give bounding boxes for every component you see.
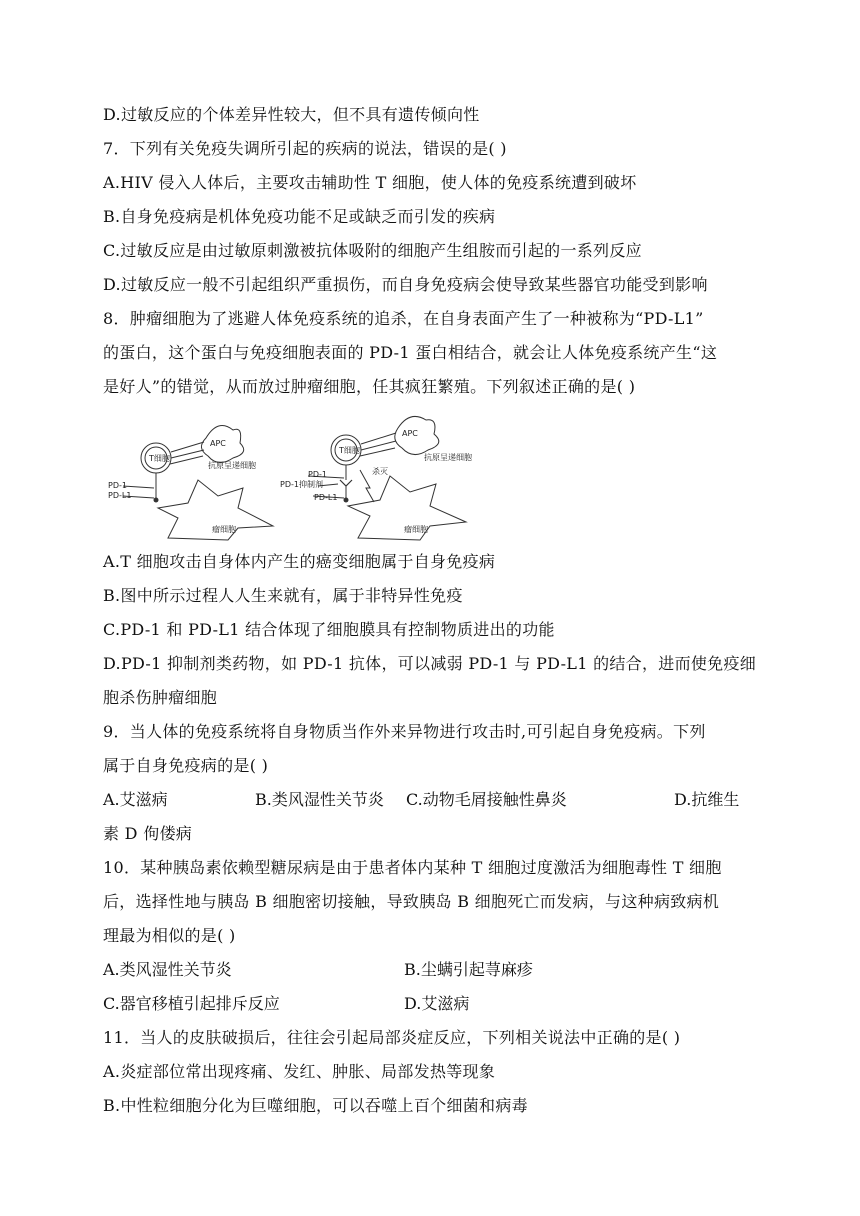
q9-option-a: A.艾滋病 — [103, 790, 168, 809]
apc-caption-right: 抗原呈递细胞 — [424, 453, 472, 462]
q9-option-b: B.类风湿性关节炎 — [255, 790, 384, 809]
q10-option-a: A.类风湿性关节炎 — [103, 960, 232, 979]
apc-caption-left: 抗原呈递细胞 — [208, 461, 256, 470]
apc-label-right: APC — [402, 429, 418, 438]
tumor-label-left: 瘤细胞 — [212, 525, 236, 534]
q8-option-c: C.PD-1 和 PD-L1 结合体现了细胞膜具有控制物质进出的功能 — [103, 620, 555, 639]
t-cell-label-left: T细胞 — [149, 454, 170, 463]
q9-stem-line2: 属于自身免疫病的是( ) — [103, 756, 269, 775]
q7-option-d: D.过敏反应一般不引起组织严重损伤，而自身免疫病会使导致某些器官功能受到影响 — [103, 275, 708, 294]
q9-option-c: C.动物毛屑接触性鼻炎 — [406, 790, 567, 809]
q7-option-c: C.过敏反应是由过敏原刺激被抗体吸附的细胞产生组胺而引起的一系列反应 — [103, 241, 642, 260]
q6-option-d: D.过敏反应的个体差异性较大，但不具有遗传倾向性 — [103, 105, 480, 124]
q8-stem-line2: 的蛋白，这个蛋白与免疫细胞表面的 PD-1 蛋白相结合，就会让人体免疫系统产生“这 — [103, 343, 718, 362]
pd1-label-right: PD-1 — [308, 470, 327, 479]
q10-option-d: D.艾滋病 — [404, 994, 470, 1013]
q11-stem: 11．当人的皮肤破损后，往往会引起局部炎症反应，下列相关说法中正确的是( ) — [103, 1028, 681, 1047]
q11-option-b: B.中性粒细胞分化为巨噬细胞，可以吞噬上百个细菌和病毒 — [103, 1096, 528, 1115]
q7-stem: 7．下列有关免疫失调所引起的疾病的说法，错误的是( ) — [103, 139, 507, 158]
q10-stem-line2: 后，选择性地与胰岛 B 细胞密切接触，导致胰岛 B 细胞死亡而发病，与这种病致病机 — [103, 892, 720, 911]
q8-option-d-line1: D.PD-1 抑制剂类药物，如 PD-1 抗体，可以减弱 PD-1 与 PD-L1 的结合，进而使免疫细 — [103, 654, 757, 673]
tumor-label-right: 瘤细胞 — [404, 525, 428, 534]
q9-stem-line1: 9．当人体的免疫系统将自身物质当作外来异物进行攻击时,可引起自身免疫病。下列 — [103, 722, 706, 741]
figure-left-panel — [123, 426, 273, 541]
kill-label-right: 杀灭 — [372, 467, 388, 476]
q8-stem-line1: 8．肿瘤细胞为了逃避人体免疫系统的追杀，在自身表面产生了一种被称为“PD-L1” — [103, 309, 704, 328]
q8-option-a: A.T 细胞攻击自身体内产生的癌变细胞属于自身免疫病 — [103, 552, 496, 571]
q8-option-d-line2: 胞杀伤肿瘤细胞 — [103, 688, 218, 707]
pdl1-label-right: PD-L1 — [314, 493, 338, 502]
q10-option-c: C.器官移植引起排斥反应 — [103, 994, 280, 1013]
pd1-label-left: PD-1 — [108, 481, 127, 490]
q10-stem-line3: 理最为相似的是( ) — [103, 926, 236, 945]
apc-label-left: APC — [210, 439, 226, 448]
inhibitor-label-right: PD-1抑制剂 — [280, 480, 323, 489]
q9-option-d-continued: 素 D 佝偻病 — [103, 824, 193, 843]
figure-right-panel — [308, 416, 466, 540]
q9-option-d: D.抗维生 — [674, 790, 740, 809]
q8-stem-line3: 是好人”的错觉，从而放过肿瘤细胞，任其疯狂繁殖。下列叙述正确的是( ) — [103, 377, 636, 396]
pd1-pdl1-figure — [108, 408, 498, 542]
inhibitor-antibody-icon — [340, 480, 352, 486]
q7-option-a: A.HIV 侵入人体后，主要攻击辅助性 T 细胞，使人体的免疫系统遭到破坏 — [103, 173, 637, 192]
t-cell-label-right: T细胞 — [339, 446, 360, 455]
q11-option-a: A.炎症部位常出现疼痛、发红、肿胀、局部发热等现象 — [103, 1062, 496, 1081]
q7-option-b: B.自身免疫病是机体免疫功能不足或缺乏而引发的疾病 — [103, 207, 496, 226]
q8-option-b: B.图中所示过程人人生来就有，属于非特异性免疫 — [103, 586, 463, 605]
q10-stem-line1: 10．某种胰岛素依赖型糖尿病是由于患者体内某种 T 细胞过度激活为细胞毒性 T 细胞 — [103, 858, 722, 877]
pdl1-label-left: PD-L1 — [108, 491, 132, 500]
q10-option-b: B.尘螨引起荨麻疹 — [404, 960, 533, 979]
